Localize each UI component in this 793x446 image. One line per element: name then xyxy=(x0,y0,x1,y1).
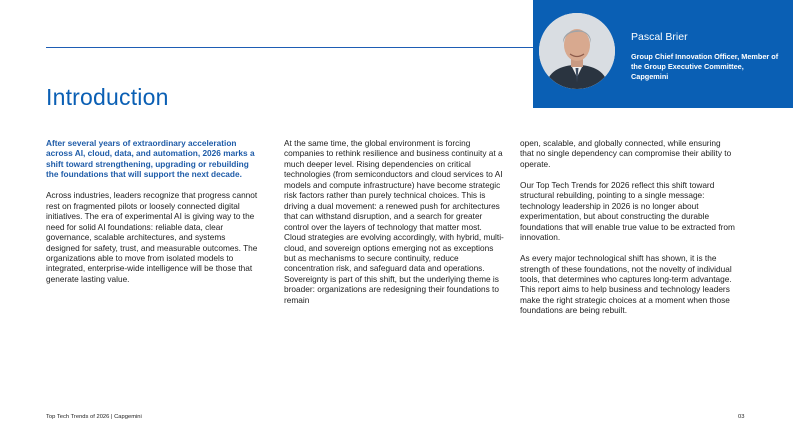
header-rule xyxy=(46,47,533,48)
body-paragraph: open, scalable, and globally connected, while ensuring that no single dependency can compromise their ability to operate. xyxy=(520,138,732,169)
body-paragraph: Across industries, leaders recognize that progress cannot rest on fragmented pilots or loosely connected digital initiatives. The era of experimental AI is giving way to the need for solid AI foundations: reliable data, clear governance, scalable architectures, and systems designed for safety, trust, and measurable outcomes. The organizations able to move from isolated models to integrated, enterprise-wide intelligence will be those that generate lasting value. xyxy=(46,190,258,284)
author-photo xyxy=(539,13,615,89)
page-title: Introduction xyxy=(46,84,169,110)
body-paragraph: Our Top Tech Trends for 2026 reflect this shift toward structural rebuilding, pointing to a single message: technology leadership in 2026 is no longer about experimentation, but about constructing the durable foundations that will enable true value to be extracted from innovation. xyxy=(520,179,735,243)
footer-document-title: Top Tech Trends of 2026 | Capgemini xyxy=(46,414,142,420)
text-column-1 xyxy=(46,138,258,295)
body-paragraph: As every major technological shift has shown, it is the strength of these foundations, not the novelty of individual tools, that determines who captures long-term advantage. This report aims to help business and technology leaders make the right strategic choices at a moment when those foundations are being rebuilt. xyxy=(520,253,732,316)
author-role: Group Chief Innovation Officer, Member of the Group Executive Committee, Capgemini xyxy=(631,52,779,81)
page-number: 03 xyxy=(738,414,745,420)
portrait-illustration xyxy=(539,13,615,89)
text-column-2 xyxy=(284,138,504,316)
author-name: Pascal Brier xyxy=(631,31,688,43)
lead-paragraph: After several years of extraordinary acceleration across AI, cloud, data, and automation, 2026 marks a shift toward strengthening, upgrading or rebuilding the foundations that will support the next decade. xyxy=(46,138,255,180)
body-paragraph: At the same time, the global environment is forcing companies to rethink resilience and business continuity at a much deeper level. Rising dependencies on critical technologies (from semiconductors and cloud services to AI models and compute infrastructure) have become strategic risk factors rather than purely technical choices. This is driving a dual movement: a renewed push for architectures that can withstand disruption, and a search for greater control over the layers of technology that matter most. Cloud strategies are evolving accordingly, with hybrid, multi-cloud, and sovereign options emerging not as exceptions but as mechanisms to secure continuity, reduce concentration risk, and safeguard data and operations. Sovereignty is part of this shift, but the underlying theme is broader: organizations are redesigning their foundations to remain xyxy=(284,138,504,305)
text-column-3 xyxy=(520,138,735,326)
